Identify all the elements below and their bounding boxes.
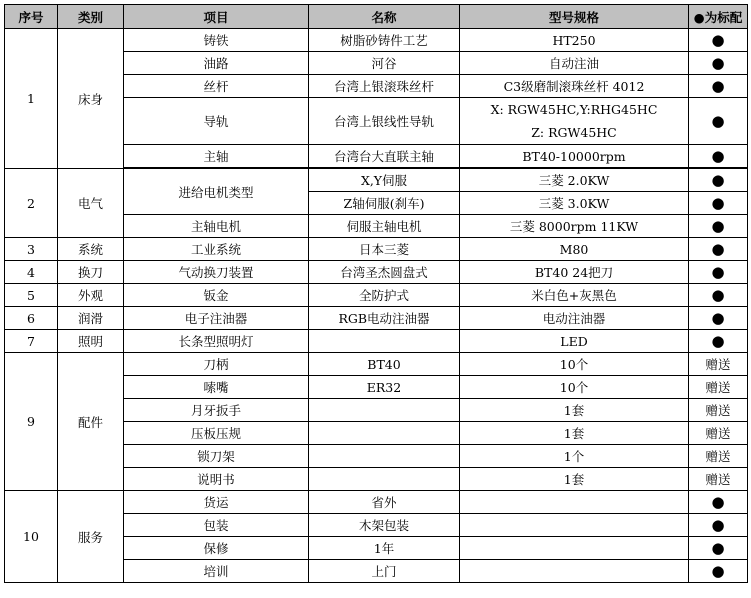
cell-item: 气动换刀装置 (124, 261, 309, 284)
standard-mark: ● (689, 52, 748, 75)
header-standard: ●为标配 (689, 5, 748, 29)
cell-name (309, 399, 460, 422)
row-category: 床身 (58, 29, 124, 169)
header-category: 类别 (58, 5, 124, 29)
cell-item: 钣金 (124, 284, 309, 307)
cell-item: 保修 (124, 537, 309, 560)
cell-spec: 自动注油 (460, 52, 689, 75)
cell-spec: 10个 (460, 376, 689, 399)
spec-table (4, 4, 748, 583)
table-row (5, 238, 748, 261)
cell-spec (460, 514, 689, 537)
cell-spec: 1套 (460, 422, 689, 445)
cell-item: 长条型照明灯 (124, 330, 309, 353)
gift-label: 赠送 (689, 445, 748, 468)
cell-item: 丝杆 (124, 75, 309, 98)
cell-name: 河谷 (309, 52, 460, 75)
cell-spec: BT40 24把刀 (460, 261, 689, 284)
gift-label: 赠送 (689, 468, 748, 491)
cell-spec: 10个 (460, 353, 689, 376)
standard-mark: ● (689, 215, 748, 238)
standard-mark: ● (689, 560, 748, 583)
cell-spec: 三菱 8000rpm 11KW (460, 215, 689, 238)
standard-mark: ● (689, 29, 748, 52)
row-category: 照明 (58, 330, 124, 353)
row-number: 6 (5, 307, 58, 330)
cell-spec (460, 98, 689, 145)
row-category: 润滑 (58, 307, 124, 330)
cell-name (309, 422, 460, 445)
standard-mark: ● (689, 514, 748, 537)
cell-spec: C3级磨制滚珠丝杆 4012 (460, 75, 689, 98)
cell-name: 日本三菱 (309, 238, 460, 261)
cell-name: 1年 (309, 537, 460, 560)
cell-item: 进给电机类型 (124, 169, 309, 215)
row-number: 4 (5, 261, 58, 284)
cell-spec: 三菱 2.0KW (460, 169, 689, 192)
header-spec: 型号规格 (460, 5, 689, 29)
cell-item: 说明书 (124, 468, 309, 491)
cell-item: 铸铁 (124, 29, 309, 52)
gift-label: 赠送 (689, 376, 748, 399)
cell-spec: 1套 (460, 399, 689, 422)
spec-line: X: RGW45HC,Y:RHG45HC (490, 102, 658, 117)
cell-item: 工业系统 (124, 238, 309, 261)
cell-item: 嗦嘴 (124, 376, 309, 399)
table-row (5, 330, 748, 353)
row-number: 7 (5, 330, 58, 353)
row-category: 系统 (58, 238, 124, 261)
standard-mark: ● (689, 75, 748, 98)
cell-name: 全防护式 (309, 284, 460, 307)
cell-spec: 1个 (460, 445, 689, 468)
table-row (5, 169, 748, 192)
cell-name: Z轴伺服(刹车) (309, 192, 460, 215)
row-number: 9 (5, 353, 58, 491)
cell-item: 主轴 (124, 145, 309, 168)
row-number: 10 (5, 491, 58, 583)
standard-mark: ● (689, 330, 748, 353)
row-category: 换刀 (58, 261, 124, 284)
table-row (5, 261, 748, 284)
table-row (5, 284, 748, 307)
gift-label: 赠送 (689, 422, 748, 445)
cell-spec: 三菱 3.0KW (460, 192, 689, 215)
header-item: 项目 (124, 5, 309, 29)
header-no: 序号 (5, 5, 58, 29)
table-header-row (5, 5, 748, 29)
cell-item: 压板压规 (124, 422, 309, 445)
gift-label: 赠送 (689, 353, 748, 376)
cell-name (309, 468, 460, 491)
cell-spec: BT40-10000rpm (460, 145, 689, 168)
standard-mark: ● (689, 238, 748, 261)
standard-mark: ● (689, 145, 748, 168)
cell-name: 台湾圣杰圆盘式 (309, 261, 460, 284)
cell-name: BT40 (309, 353, 460, 376)
cell-name (309, 330, 460, 353)
row-category: 外观 (58, 284, 124, 307)
table-row (5, 353, 748, 376)
cell-spec: 电动注油器 (460, 307, 689, 330)
cell-spec: 米白色+灰黑色 (460, 284, 689, 307)
row-category: 服务 (58, 491, 124, 583)
cell-item: 培训 (124, 560, 309, 583)
standard-mark: ● (689, 261, 748, 284)
cell-item: 电子注油器 (124, 307, 309, 330)
standard-mark: ● (689, 537, 748, 560)
row-number: 2 (5, 169, 58, 238)
table-row (5, 307, 748, 330)
standard-mark: ● (689, 307, 748, 330)
cell-name: 台湾台大直联主轴 (309, 145, 460, 168)
cell-name: 伺服主轴电机 (309, 215, 460, 238)
standard-mark: ● (689, 169, 748, 192)
cell-name: ER32 (309, 376, 460, 399)
standard-mark: ● (689, 98, 748, 145)
cell-spec (460, 491, 689, 514)
cell-item: 导轨 (124, 98, 309, 145)
cell-name: 上门 (309, 560, 460, 583)
row-number: 5 (5, 284, 58, 307)
cell-name: RGB电动注油器 (309, 307, 460, 330)
standard-mark: ● (689, 192, 748, 215)
gift-label: 赠送 (689, 399, 748, 422)
row-category: 配件 (58, 353, 124, 491)
cell-item: 包装 (124, 514, 309, 537)
cell-name: X,Y伺服 (309, 169, 460, 192)
cell-spec: LED (460, 330, 689, 353)
standard-mark: ● (689, 284, 748, 307)
cell-name: 台湾上银滚珠丝杆 (309, 75, 460, 98)
row-number: 3 (5, 238, 58, 261)
cell-spec (460, 560, 689, 583)
row-number: 1 (5, 29, 58, 169)
cell-item: 货运 (124, 491, 309, 514)
cell-name: 木架包装 (309, 514, 460, 537)
cell-spec: HT250 (460, 29, 689, 52)
header-name: 名称 (309, 5, 460, 29)
cell-item: 主轴电机 (124, 215, 309, 238)
table-row (5, 29, 748, 52)
cell-name: 树脂砂铸件工艺 (309, 29, 460, 52)
cell-item: 油路 (124, 52, 309, 75)
cell-item: 月牙扳手 (124, 399, 309, 422)
cell-spec: 1套 (460, 468, 689, 491)
cell-name: 省外 (309, 491, 460, 514)
cell-name: 台湾上银线性导轨 (309, 98, 460, 145)
row-category: 电气 (58, 169, 124, 238)
cell-spec (460, 537, 689, 560)
cell-name (309, 445, 460, 468)
cell-item: 刀柄 (124, 353, 309, 376)
table-row (5, 491, 748, 514)
cell-item: 锁刀架 (124, 445, 309, 468)
cell-spec: M80 (460, 238, 689, 261)
spec-line: Z: RGW45HC (531, 125, 617, 140)
standard-mark: ● (689, 491, 748, 514)
